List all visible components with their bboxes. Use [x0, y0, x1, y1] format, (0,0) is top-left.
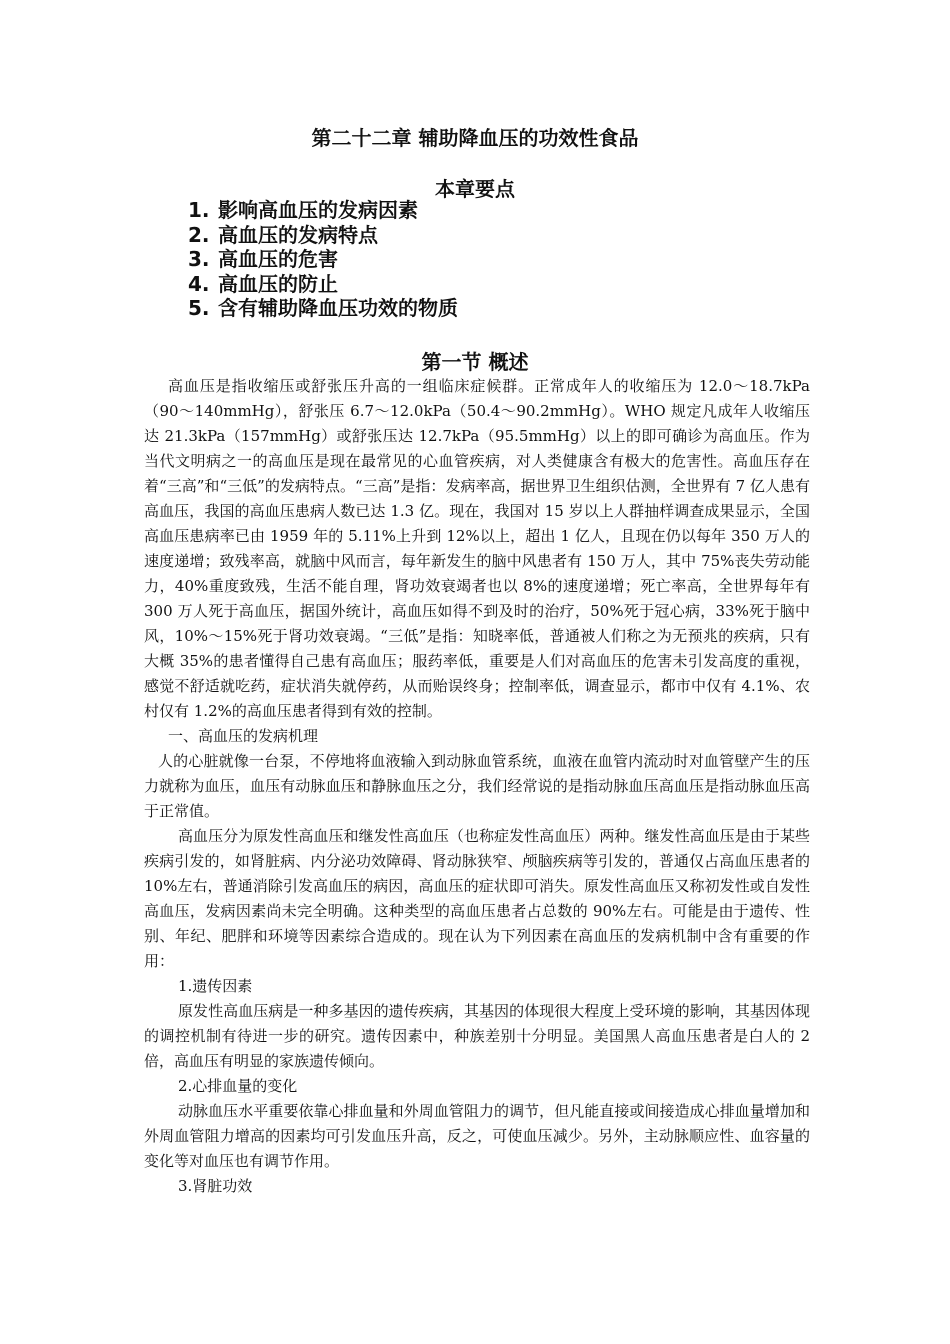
section-title: 第一节 概述 — [421, 350, 529, 374]
factor-heading: 2.心排血量的变化 — [178, 1077, 298, 1095]
subsection-heading: 一、高血压的发病机理 — [168, 727, 319, 745]
keypoint-item: 4. 高血压的防止 — [188, 271, 338, 296]
body-paragraph: 人的心脏就像一台泵，不停地将血液输入到动脉血管系统，血液在血管内流动时对血管壁产生的压力就称为血压，血压有动脉血压和静脉血压之分，我们经常说的是指动脉血压高血压是指动脉血压高于正常值。 — [144, 752, 810, 820]
keypoint-item: 1. 影响高血压的发病因素 — [188, 198, 418, 222]
keypoints-list — [188, 198, 458, 321]
keypoints-title: 本章要点 — [435, 177, 515, 201]
keypoint-item: 2. 高血压的发病特点 — [188, 222, 378, 247]
factor-heading: 3.肾脏功效 — [178, 1177, 253, 1195]
keypoint-item: 3. 高血压的危害 — [188, 247, 338, 271]
keypoint-item: 5. 含有辅助降血压功效的物质 — [188, 296, 458, 320]
factor-heading: 1.遗传因素 — [178, 977, 253, 995]
chapter-title: 第二十二章 辅助降血压的功效性食品 — [311, 126, 639, 150]
section-body — [144, 374, 810, 1199]
body-paragraph: 高血压分为原发性高血压和继发性高血压（也称症发性高血压）两种。继发性高血压是由于某些疾病引发的，如肾脏病、内分泌功效障碍、肾动脉狭窄、颅脑疾病等引发的，普通仅占高血压患者的 10%左右，普通消除引发高血压的病因，高血压的症状即可消失。原发性高血压又称初发性或自发性高血压，发病因素尚未完全明确。这种类型的高血压患者占总数的 90%左右。可能是由于遗传、性别、年纪、肥胖和环境等因素综合造成的。现在认为下列因素在高血压的发病机制中含有重要的作用： — [144, 827, 810, 970]
body-paragraph: 动脉血压水平重要依靠心排血量和外周血管阻力的调节，但凡能直接或间接造成心排血量增加和外周血管阻力增高的因素均可引发血压升高，反之，可使血压减少。另外，主动脉顺应性、血容量的变化等对血压也有调节作用。 — [144, 1102, 810, 1170]
body-paragraph: 原发性高血压病是一种多基因的遗传疾病，其基因的体现很大程度上受环境的影响，其基因体现的调控机制有待进一步的研究。遗传因素中，种族差别十分明显。美国黑人高血压患者是白人的 2 倍，高血压有明显的家族遗传倾向。 — [144, 1002, 810, 1070]
intro-paragraph: 高血压是指收缩压或舒张压升高的一组临床症候群。正常成年人的收缩压为 12.0～18.7kPa（90～140mmHg），舒张压 6.7～12.0kPa（50.4～90.2mmHg）。WHO 规定凡成年人收缩压达 21.3kPa（157mmHg）或舒张压达 12.7kPa（95.5mmHg）以上的即可确诊为高血压。作为当代文明病之一的高血压是现在最常见的心血管疾病，对人类健康含有极大的危害性。高血压存在着“三高”和“三低”的发病特点。“三高”是指：发病率高，据世界卫生组织估测，全世界有 7 亿人患有高血压，我国的高血压患病人数已达 1.3 亿。现在，我国对 15 岁以上人群抽样调查成果显示，全国高血压患病率已由 1959 年的 5.11%上升到 12%以上，超出 1 亿人，且现在仍以每年 350 万人的速度递增；致残率高，就脑中风而言，每年新发生的脑中风患者有 150 万人，其中 75%丧失劳动能力，40%重度致残，生活不能自理，肾功效衰竭者也以 8%的速度递增；死亡率高，全世界每年有 300 万人死于高血压，据国外统计，高血压如得不到及时的治疗，50%死于冠心病，33%死于脑中风，10%～15%死于肾功效衰竭。“三低”是指：知晓率低，普通被人们称之为无预兆的疾病，只有大概 35%的患者懂得自己患有高血压；服药率低，重要是人们对高血压的危害未引发高度的重视，感觉不舒适就吃药，症状消失就停药，从而贻误终身；控制率低，调查显示，都市中仅有 4.1%、农村仅有 1.2%的高血压患者得到有效的控制。 — [144, 377, 810, 720]
